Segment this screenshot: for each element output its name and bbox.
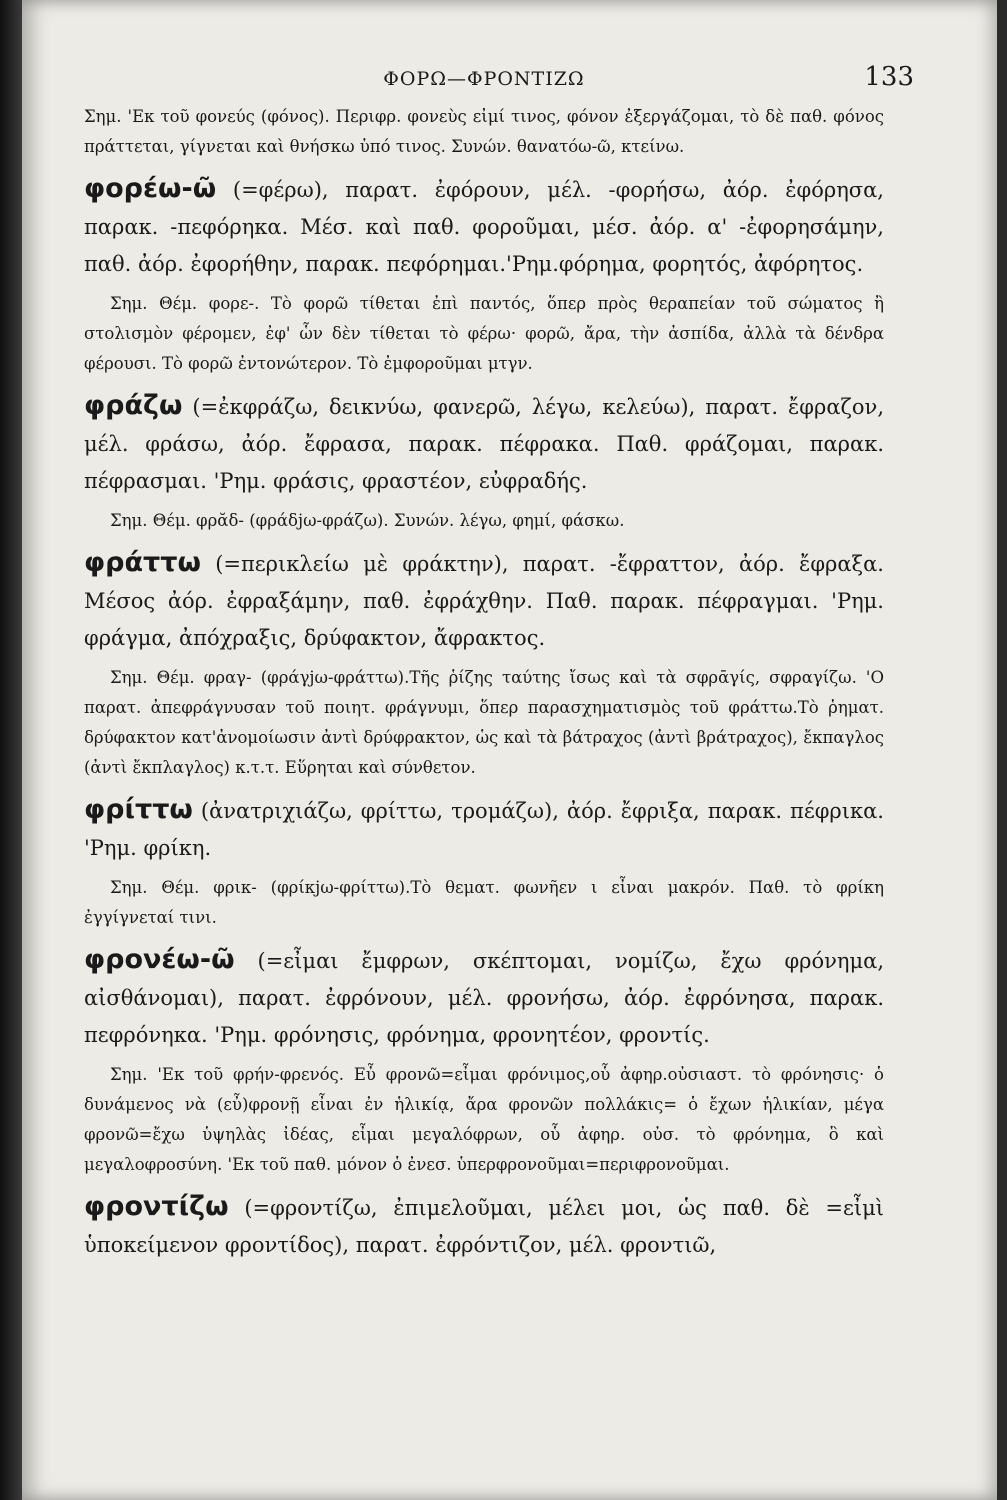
- dictionary-entry: [84, 941, 884, 1054]
- entry-body: (=φροντίζω, ἐπιμελοῦμαι, μέλει μοι, ὡς παθ. δὲ =εἶμὶ ὑποκείμενον φροντίδος), παρατ. ἐφρόντιζον, μέλ. φροντιῶ,: [84, 1196, 884, 1257]
- note-block: Σημ. 'Εκ τοῦ φονεύς (φόνος). Περιφρ. φονεὺς εἰμί τινος, φόνον ἐξεργάζομαι, τὸ δὲ παθ. φόνος πράττεται, γίγνεται καὶ θνήσκω ὑπό τινος. Συνών. θανατόω-ῶ, κτείνω.: [84, 107, 884, 156]
- dictionary-entry: [84, 544, 884, 657]
- page-number: 133: [864, 62, 914, 92]
- running-head: [84, 62, 914, 102]
- paper-sheet: [22, 0, 997, 1500]
- entry-body: (ἀνατριχιάζω, φρίττω, τρομάζω), ἀόρ. ἔφριξα, παρακ. πέφρικα. 'Ρημ. φρίκη.: [84, 799, 884, 860]
- binding-shadow: [0, 0, 22, 1500]
- page-content: [84, 62, 914, 1270]
- dictionary-entry: [84, 1188, 884, 1264]
- running-head-title: ΦΟΡΩ—ΦΡΟΝΤΙΖΩ: [383, 68, 585, 90]
- note-block: Σημ. Θέμ. φορε-. Τὸ φορῶ τίθεται ἐπὶ παντός, ὅπερ πρὸς θεραπείαν τοῦ σώματος ἢ στολισμὸν φέρομεν, ἐφ' ὧν δὲν τίθεται τὸ φέρω· φορῶ, ἄρα, τὴν ἀσπίδα, ἀλλὰ τὰ δένδρα φέρουσι. Τὸ φορῶ ἐντονώτερον. Τὸ ἐμφοροῦμαι μτγν.: [84, 294, 884, 373]
- note-block: Σημ. Θέμ. φρᾰδ- (φράδjω-φράζω). Συνών. λέγω, φημί, φάσκω.: [110, 511, 625, 530]
- entry-body: (=περικλείω μὲ φράκτην), παρατ. -ἔφραττον, ἀόρ. ἔφραξα. Μέσος ἀόρ. ἐφραξάμην, παθ. ἐφράχθην. Παθ. παρακ. πέφραγμαι. 'Ρημ. φράγμα, ἀπόχραξις, δρύφακτον, ἄφρακτος.: [84, 552, 884, 650]
- entry-body: (=ἐκφράζω, δεικνύω, φανερῶ, λέγω, κελεύω), παρατ. ἔφραζον, μέλ. φράσω, ἀόρ. ἔφρασα, παρακ. πέφρακα. Παθ. φράζομαι, παρακ. πέφρασμαι. 'Ρημ. φράσις, φραστέον, εὐφραδής.: [84, 395, 884, 493]
- entry-body: (=φέρω), παρατ. ἐφόρουν, μέλ. -φορήσω, ἀόρ. ἐφόρησα, παρακ. -πεφόρηκα. Μέσ. καὶ παθ. φοροῦμαι, μέσ. ἀόρ. α' -ἐφορησάμην, παθ. ἀόρ. ἐφορήθην, παρακ. πεφόρημαι.'Ρημ.φόρημα, φορητός, ἀφόρητος.: [84, 178, 884, 276]
- entry-body: (=εἶμαι ἔμφρων, σκέπτομαι, νομίζω, ἔχω φρόνημα, αἰσθάνομαι), παρατ. ἐφρόνουν, μέλ. φρονήσω, ἀόρ. ἐφρόνησα, παρακ. πεφρόνηκα. 'Ρημ. φρόνησις, φρόνημα, φρονητέον, φροντίς.: [84, 949, 884, 1047]
- note-block: Σημ. 'Εκ τοῦ φρήν-φρενός. Εὖ φρονῶ=εἶμαι φρόνιμος,οὗ ἀφηρ.οὐσιαστ. τὸ φρόνησις· ὁ δυνάμενος νὰ (εὖ)φρονῇ εἶναι ἐν ἡλικίᾳ, ἄρα φρονῶν πολλάκις= ὁ ἔχων ἡλικίαν, μέγα φρονῶ=ἔχω ὑψηλὰς ἰδέας, εἶμαι μεγαλόφρων, οὗ ἀφηρ. οὐσ. τὸ φρόνημα, ὃ καὶ μεγαλοφροσύνη. 'Εκ τοῦ παθ. μόνον ὁ ἐνεσ. ὑπερφρονοῦμαι=περιφρονοῦμαι.: [84, 1065, 884, 1174]
- entry-lemma: φρονέω-ῶ: [84, 944, 235, 975]
- entry-lemma: φορέω-ῶ: [84, 173, 217, 204]
- note-block: Σημ. Θέμ. φρικ- (φρίκjω-φρίττω).Τὸ θεματ. φωνῆεν ι εἶναι μακρόν. Παθ. τὸ φρίκη ἐγγίγνεταί τινι.: [84, 878, 884, 927]
- entry-lemma: φροντίζω: [84, 1191, 229, 1222]
- dictionary-entry: [84, 170, 884, 283]
- entry-lemma: φράττω: [84, 547, 201, 578]
- dictionary-entry: [84, 387, 884, 500]
- entry-lemma: φρίττω: [84, 794, 193, 825]
- dictionary-entry: [84, 791, 884, 867]
- note-block: Σημ. Θέμ. φραγ- (φράγjω-φράττω).Τῆς ῥίζης ταύτης ἴσως καὶ τὰ σφρᾱγίς, σφραγίζω. 'Ο παρατ. ἀπεφράγνυσαν τοῦ ποιητ. φράγνυμι, ὅπερ παρασχηματισμὸς τοῦ φράττω.Τὸ ῥηματ. δρύφακτον κατ'ἀνομοίωσιν ἀντὶ δρύφρακτον, ὡς καὶ τὰ βάτραχος (ἀντὶ βράτραχος), ἔκπαγλος (ἀντὶ ἔκπλαγλος) κ.τ.τ. Εὕρηται καὶ σύνθετον.: [84, 668, 884, 777]
- entry-lemma: φράζω: [84, 390, 183, 421]
